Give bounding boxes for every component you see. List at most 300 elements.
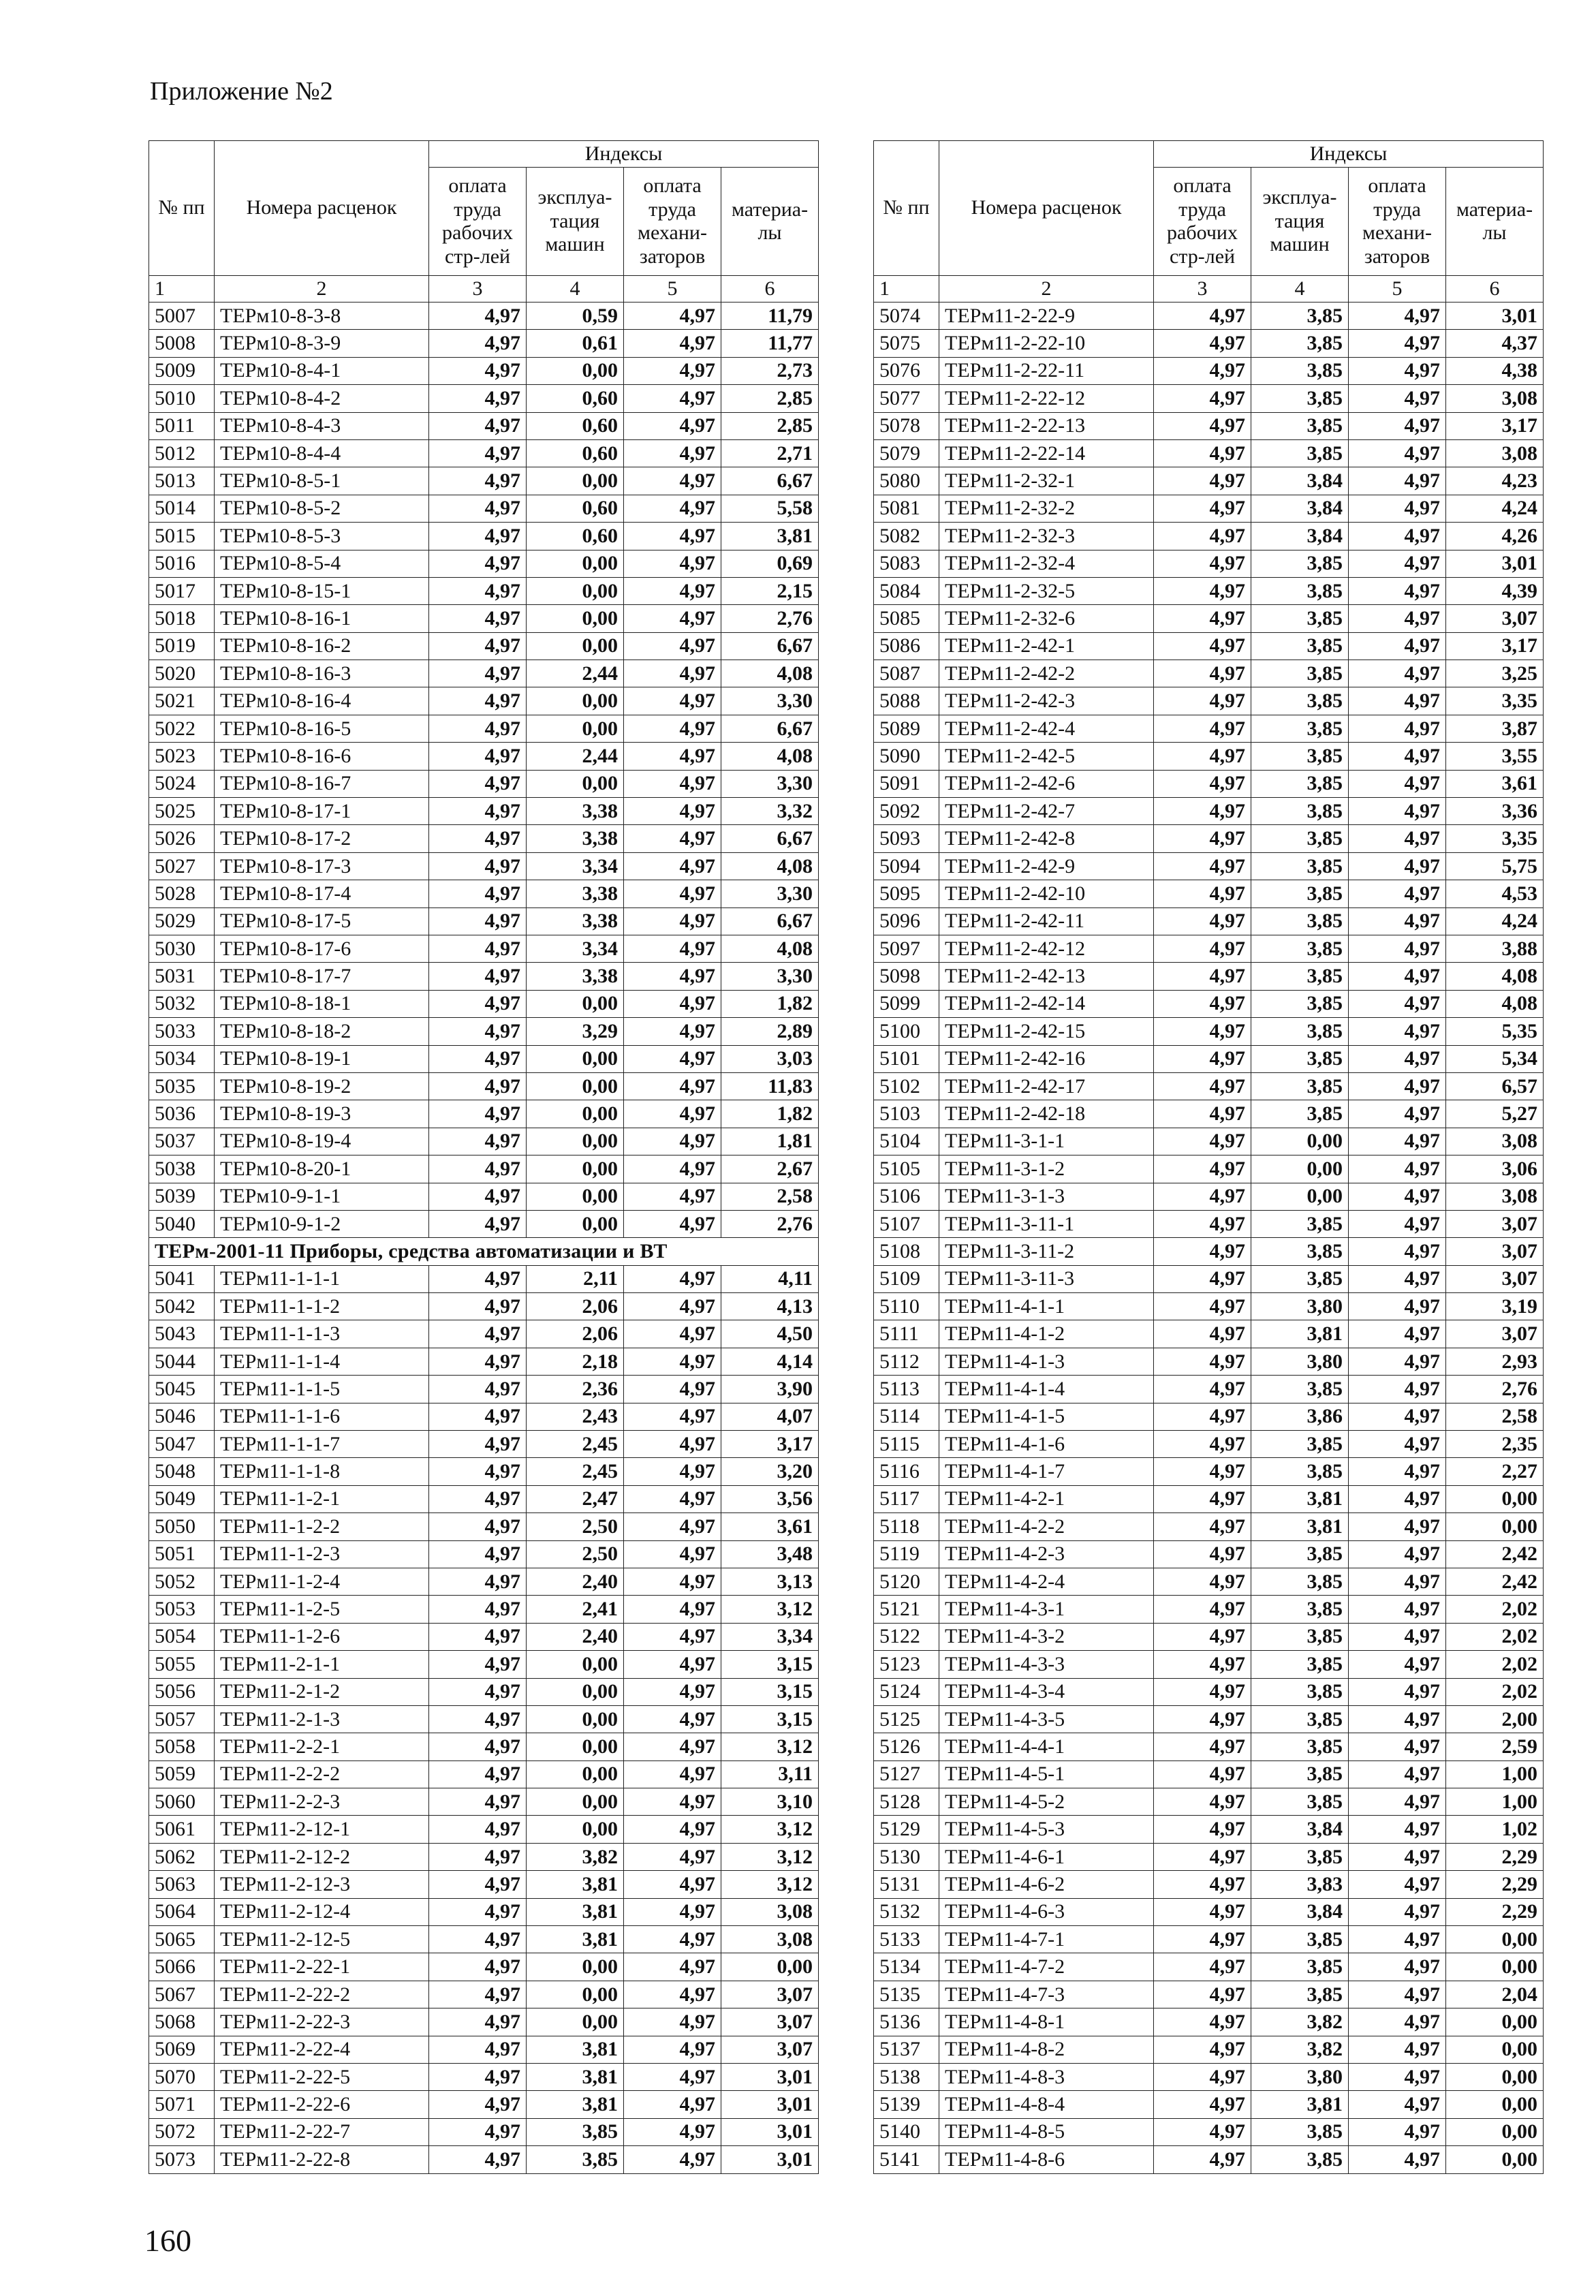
row-number: 5101: [874, 1045, 939, 1072]
operators-index: 4,97: [624, 385, 721, 412]
operators-index: 4,97: [624, 1788, 721, 1816]
rate-code: ТЕРм10-8-5-3: [215, 523, 429, 550]
materials-index: 3,01: [1446, 550, 1544, 577]
table-row: [149, 935, 819, 962]
row-number: 5074: [874, 302, 939, 330]
machines-index: 3,84: [1251, 495, 1349, 522]
operators-index: 4,97: [1349, 770, 1446, 797]
labor-index: 4,97: [429, 439, 527, 467]
table-row: [149, 1981, 819, 2008]
materials-index: 4,23: [1446, 467, 1544, 495]
rate-code: ТЕРм11-2-32-3: [939, 523, 1154, 550]
labor-index: 4,97: [429, 523, 527, 550]
machines-index: 3,85: [1251, 1238, 1349, 1265]
table-row: [874, 880, 1544, 907]
machines-index: 0,00: [527, 770, 624, 797]
materials-index: 3,30: [721, 963, 819, 990]
labor-index: 4,97: [429, 743, 527, 770]
row-number: 5124: [874, 1678, 939, 1705]
operators-index: 4,97: [624, 1705, 721, 1733]
row-number: 5033: [149, 1018, 215, 1045]
materials-index: 2,73: [721, 357, 819, 384]
machines-index: 3,86: [1251, 1403, 1349, 1430]
materials-index: 4,24: [1446, 907, 1544, 935]
labor-index: 4,97: [429, 1760, 527, 1788]
machines-index: 3,85: [1251, 935, 1349, 962]
table-row: [149, 687, 819, 715]
operators-index: 4,97: [624, 2146, 721, 2173]
operators-index: 4,97: [1349, 1596, 1446, 1623]
operators-index: 4,97: [624, 1458, 721, 1485]
materials-index: 3,01: [721, 2064, 819, 2091]
materials-index: 2,71: [721, 439, 819, 467]
col-number: 4: [527, 276, 624, 302]
materials-index: 1,02: [1446, 1816, 1544, 1843]
labor-index: 4,97: [429, 1155, 527, 1183]
labor-index: 4,97: [1154, 715, 1251, 742]
operators-index: 4,97: [624, 1265, 721, 1292]
machines-index: 3,85: [1251, 385, 1349, 412]
rate-code: ТЕРм11-3-11-3: [939, 1265, 1154, 1292]
materials-index: 3,01: [721, 2091, 819, 2118]
rate-code: ТЕРм11-1-2-5: [215, 1596, 429, 1623]
materials-index: 0,00: [1446, 2064, 1544, 2091]
labor-index: 4,97: [1154, 632, 1251, 660]
labor-index: 4,97: [429, 2064, 527, 2091]
labor-index: 4,97: [429, 1871, 527, 1898]
rate-code: ТЕРм11-4-3-4: [939, 1678, 1154, 1705]
rate-code: ТЕРм11-2-42-18: [939, 1100, 1154, 1128]
machines-index: 3,85: [1251, 1072, 1349, 1100]
row-number: 5109: [874, 1265, 939, 1292]
operators-index: 4,97: [1349, 1788, 1446, 1816]
labor-index: 4,97: [429, 1513, 527, 1540]
col-number: 2: [215, 276, 429, 302]
table-row: [874, 1128, 1544, 1155]
row-number: 5027: [149, 852, 215, 880]
machines-index: 3,85: [1251, 852, 1349, 880]
row-number: 5122: [874, 1623, 939, 1650]
row-number: 5059: [149, 1760, 215, 1788]
rate-code: ТЕРм11-1-1-3: [215, 1320, 429, 1348]
rate-code: ТЕРм11-2-12-4: [215, 1898, 429, 1925]
row-number: 5114: [874, 1403, 939, 1430]
labor-index: 4,97: [1154, 770, 1251, 797]
labor-index: 4,97: [429, 632, 527, 660]
machines-index: 0,59: [527, 302, 624, 330]
machines-index: 3,85: [1251, 715, 1349, 742]
operators-index: 4,97: [1349, 1485, 1446, 1512]
machines-index: 2,41: [527, 1596, 624, 1623]
labor-index: 4,97: [1154, 852, 1251, 880]
operators-index: 4,97: [1349, 523, 1446, 550]
materials-index: 2,02: [1446, 1623, 1544, 1650]
labor-index: 4,97: [1154, 523, 1251, 550]
table-row: [149, 330, 819, 357]
table-row: [149, 1128, 819, 1155]
row-number: 5031: [149, 963, 215, 990]
labor-index: 4,97: [429, 1128, 527, 1155]
materials-index: 3,03: [721, 1045, 819, 1072]
table-row: [874, 1293, 1544, 1320]
operators-index: 4,97: [1349, 1045, 1446, 1072]
labor-index: 4,97: [1154, 990, 1251, 1017]
labor-index: 4,97: [429, 1403, 527, 1430]
materials-index: 5,58: [721, 495, 819, 522]
machines-index: 0,00: [527, 577, 624, 604]
rate-code: ТЕРм10-8-5-1: [215, 467, 429, 495]
labor-index: 4,97: [1154, 2036, 1251, 2063]
labor-index: 4,97: [429, 1596, 527, 1623]
machines-index: 3,85: [1251, 2118, 1349, 2145]
labor-index: 4,97: [1154, 1788, 1251, 1816]
materials-index: 3,08: [1446, 1183, 1544, 1210]
table-row: [874, 2091, 1544, 2118]
rate-code: ТЕРм11-2-1-1: [215, 1651, 429, 1678]
materials-index: 4,08: [721, 852, 819, 880]
index-table-right: [873, 140, 1544, 2174]
machines-index: 0,00: [527, 1788, 624, 1816]
labor-index: 4,97: [1154, 1705, 1251, 1733]
machines-index: 3,85: [1251, 330, 1349, 357]
table-row: [149, 880, 819, 907]
row-number: 5018: [149, 605, 215, 632]
materials-index: 2,35: [1446, 1431, 1544, 1458]
rate-code: ТЕРм11-2-42-5: [939, 743, 1154, 770]
row-number: 5023: [149, 743, 215, 770]
machines-index: 3,85: [1251, 632, 1349, 660]
operators-index: 4,97: [624, 1981, 721, 2008]
rate-code: ТЕРм11-1-1-5: [215, 1376, 429, 1403]
table-row: [149, 605, 819, 632]
operators-index: 4,97: [1349, 1623, 1446, 1650]
table-row: [874, 495, 1544, 522]
materials-index: 2,04: [1446, 1981, 1544, 2008]
materials-index: 3,08: [1446, 1128, 1544, 1155]
row-number: 5104: [874, 1128, 939, 1155]
materials-index: 3,07: [721, 2008, 819, 2036]
labor-index: 4,97: [1154, 825, 1251, 852]
materials-index: 2,42: [1446, 1540, 1544, 1568]
rate-code: ТЕРм11-2-1-2: [215, 1678, 429, 1705]
operators-index: 4,97: [1349, 852, 1446, 880]
col-machines-header: эксплуа-тация машин: [1251, 168, 1349, 276]
materials-index: 3,01: [721, 2146, 819, 2173]
labor-index: 4,97: [1154, 495, 1251, 522]
table-row: [874, 1898, 1544, 1925]
rate-code: ТЕРм11-2-22-9: [939, 302, 1154, 330]
operators-index: 4,97: [624, 2064, 721, 2091]
materials-index: 3,36: [1446, 798, 1544, 825]
section-title: ТЕРм-2001-11 Приборы, средства автоматизации и ВТ: [149, 1238, 819, 1265]
row-number: 5140: [874, 2118, 939, 2145]
table-row: [874, 743, 1544, 770]
machines-index: 0,00: [527, 1155, 624, 1183]
labor-index: 4,97: [429, 880, 527, 907]
rate-code: ТЕРм11-4-6-3: [939, 1898, 1154, 1925]
labor-index: 4,97: [429, 2146, 527, 2173]
rate-code: ТЕРм10-8-16-6: [215, 743, 429, 770]
operators-index: 4,97: [624, 632, 721, 660]
labor-index: 4,97: [429, 1183, 527, 1210]
machines-index: 3,85: [1251, 1540, 1349, 1568]
rate-code: ТЕРм11-2-22-12: [939, 385, 1154, 412]
rate-code: ТЕРм11-2-42-6: [939, 770, 1154, 797]
materials-index: 3,90: [721, 1376, 819, 1403]
rate-code: ТЕРм10-8-19-3: [215, 1100, 429, 1128]
row-number: 5098: [874, 963, 939, 990]
machines-index: 3,85: [1251, 1045, 1349, 1072]
table-row: [874, 1871, 1544, 1898]
machines-index: 2,40: [527, 1623, 624, 1650]
machines-index: 0,00: [527, 632, 624, 660]
rate-code: ТЕРм11-2-32-6: [939, 605, 1154, 632]
materials-index: 3,17: [1446, 412, 1544, 439]
materials-index: 3,07: [1446, 1210, 1544, 1237]
labor-index: 4,97: [429, 1485, 527, 1512]
rate-code: ТЕРм11-2-22-14: [939, 439, 1154, 467]
rate-code: ТЕРм10-8-16-4: [215, 687, 429, 715]
rate-code: ТЕРм11-4-8-5: [939, 2118, 1154, 2145]
labor-index: 4,97: [429, 1898, 527, 1925]
operators-index: 4,97: [624, 1871, 721, 1898]
operators-index: 4,97: [624, 1540, 721, 1568]
table-row: [149, 1843, 819, 1870]
rate-code: ТЕРм11-4-2-2: [939, 1513, 1154, 1540]
machines-index: 3,83: [1251, 1871, 1349, 1898]
labor-index: 4,97: [429, 1431, 527, 1458]
operators-index: 4,97: [1349, 1018, 1446, 1045]
col-code-header: Номера расценок: [215, 141, 429, 276]
table-row: [874, 1926, 1544, 1953]
materials-index: 3,88: [1446, 935, 1544, 962]
rate-code: ТЕРм11-2-42-17: [939, 1072, 1154, 1100]
machines-index: 2,43: [527, 1403, 624, 1430]
operators-index: 4,97: [624, 2091, 721, 2118]
rate-code: ТЕРм11-3-1-3: [939, 1183, 1154, 1210]
row-number: 5037: [149, 1128, 215, 1155]
row-number: 5047: [149, 1431, 215, 1458]
machines-index: 3,85: [1251, 1733, 1349, 1760]
materials-index: 3,12: [721, 1596, 819, 1623]
row-number: 5138: [874, 2064, 939, 2091]
row-number: 5125: [874, 1705, 939, 1733]
operators-index: 4,97: [1349, 1155, 1446, 1183]
machines-index: 3,85: [1251, 1788, 1349, 1816]
operators-index: 4,97: [1349, 1376, 1446, 1403]
rate-code: ТЕРм11-1-1-2: [215, 1293, 429, 1320]
labor-index: 4,97: [429, 798, 527, 825]
table-body-left: [149, 302, 819, 2174]
materials-index: 3,15: [721, 1651, 819, 1678]
table-row: [874, 715, 1544, 742]
row-number: 5113: [874, 1376, 939, 1403]
table-row: [874, 632, 1544, 660]
operators-index: 4,97: [1349, 439, 1446, 467]
table-row: [874, 1155, 1544, 1183]
machines-index: 3,81: [1251, 1320, 1349, 1348]
table-row: [149, 1072, 819, 1100]
materials-index: 3,56: [721, 1485, 819, 1512]
table-row: [149, 1871, 819, 1898]
table-row: [149, 1760, 819, 1788]
machines-index: 0,00: [1251, 1183, 1349, 1210]
operators-index: 4,97: [624, 1678, 721, 1705]
table-row: [149, 1320, 819, 1348]
operators-index: 4,97: [624, 1293, 721, 1320]
machines-index: 3,81: [527, 2036, 624, 2063]
row-number: 5051: [149, 1540, 215, 1568]
row-number: 5042: [149, 1293, 215, 1320]
table-row: [874, 605, 1544, 632]
rate-code: ТЕРм10-8-16-7: [215, 770, 429, 797]
materials-index: 1,82: [721, 1100, 819, 1128]
table-row: [874, 1100, 1544, 1128]
materials-index: 3,35: [1446, 687, 1544, 715]
materials-index: 3,81: [721, 523, 819, 550]
table-row: [874, 1431, 1544, 1458]
table-row: [874, 770, 1544, 797]
operators-index: 4,97: [1349, 2008, 1446, 2036]
operators-index: 4,97: [1349, 495, 1446, 522]
row-number: 5030: [149, 935, 215, 962]
machines-index: 3,85: [527, 2146, 624, 2173]
row-number: 5052: [149, 1568, 215, 1595]
operators-index: 4,97: [1349, 1238, 1446, 1265]
row-number: 5069: [149, 2036, 215, 2063]
operators-index: 4,97: [1349, 467, 1446, 495]
table-row: [149, 1623, 819, 1650]
rate-code: ТЕРм10-8-17-1: [215, 798, 429, 825]
machines-index: 0,60: [527, 523, 624, 550]
rate-code: ТЕРм11-2-42-9: [939, 852, 1154, 880]
machines-index: 2,18: [527, 1348, 624, 1375]
table-row: [149, 1485, 819, 1512]
labor-index: 4,97: [1154, 1293, 1251, 1320]
operators-index: 4,97: [1349, 330, 1446, 357]
row-number: 5078: [874, 412, 939, 439]
operators-index: 4,97: [1349, 880, 1446, 907]
machines-index: 3,85: [1251, 1568, 1349, 1595]
operators-index: 4,97: [1349, 687, 1446, 715]
operators-index: 4,97: [1349, 1651, 1446, 1678]
labor-index: 4,97: [1154, 385, 1251, 412]
machines-index: 3,85: [1251, 577, 1349, 604]
materials-index: 3,20: [721, 1458, 819, 1485]
materials-index: 6,67: [721, 715, 819, 742]
materials-index: 0,69: [721, 550, 819, 577]
operators-index: 4,97: [1349, 1100, 1446, 1128]
operators-index: 4,97: [1349, 1705, 1446, 1733]
machines-index: 3,85: [1251, 1678, 1349, 1705]
operators-index: 4,97: [1349, 1348, 1446, 1375]
materials-index: 2,58: [1446, 1403, 1544, 1430]
indices-group-header: Индексы: [1154, 141, 1544, 168]
materials-index: 3,12: [721, 1816, 819, 1843]
machines-index: 0,00: [527, 1100, 624, 1128]
materials-index: 3,30: [721, 880, 819, 907]
operators-index: 4,97: [1349, 1733, 1446, 1760]
labor-index: 4,97: [1154, 357, 1251, 384]
rate-code: ТЕРм11-3-1-1: [939, 1128, 1154, 1155]
rate-code: ТЕРм11-2-32-2: [939, 495, 1154, 522]
machines-index: 3,85: [1251, 660, 1349, 687]
operators-index: 4,97: [624, 2008, 721, 2036]
row-number: 5091: [874, 770, 939, 797]
table-row: [874, 1733, 1544, 1760]
operators-index: 4,97: [624, 1568, 721, 1595]
labor-index: 4,97: [1154, 467, 1251, 495]
operators-index: 4,97: [1349, 1540, 1446, 1568]
table-row: [149, 1431, 819, 1458]
rate-code: ТЕРм11-2-42-2: [939, 660, 1154, 687]
row-number: 5081: [874, 495, 939, 522]
row-number: 5089: [874, 715, 939, 742]
row-number: 5041: [149, 1265, 215, 1292]
operators-index: 4,97: [1349, 1183, 1446, 1210]
table-row: [874, 687, 1544, 715]
machines-index: 3,82: [1251, 2036, 1349, 2063]
machines-index: 3,81: [1251, 1485, 1349, 1512]
machines-index: 3,85: [1251, 1596, 1349, 1623]
row-number: 5093: [874, 825, 939, 852]
operators-index: 4,97: [624, 1953, 721, 1981]
labor-index: 4,97: [429, 2091, 527, 2118]
row-number: 5053: [149, 1596, 215, 1623]
rate-code: ТЕРм11-2-12-3: [215, 1871, 429, 1898]
table-row: [874, 412, 1544, 439]
rate-code: ТЕРм11-4-6-1: [939, 1843, 1154, 1870]
table-row: [874, 1376, 1544, 1403]
labor-index: 4,97: [429, 1981, 527, 2008]
labor-index: 4,97: [1154, 1210, 1251, 1237]
table-row: [874, 577, 1544, 604]
machines-index: 3,82: [527, 1843, 624, 1870]
row-number: 5009: [149, 357, 215, 384]
operators-index: 4,97: [1349, 2064, 1446, 2091]
materials-index: 3,08: [721, 1898, 819, 1925]
machines-index: 3,85: [1251, 1623, 1349, 1650]
labor-index: 4,97: [429, 990, 527, 1017]
machines-index: 3,81: [527, 1871, 624, 1898]
materials-index: 5,75: [1446, 852, 1544, 880]
labor-index: 4,97: [429, 385, 527, 412]
row-number: 5017: [149, 577, 215, 604]
table-row: [149, 1265, 819, 1292]
table-row: [149, 825, 819, 852]
labor-index: 4,97: [1154, 1238, 1251, 1265]
rate-code: ТЕРм11-1-2-4: [215, 1568, 429, 1595]
materials-index: 5,27: [1446, 1100, 1544, 1128]
labor-index: 4,97: [429, 1320, 527, 1348]
rate-code: ТЕРм11-1-1-7: [215, 1431, 429, 1458]
table-row: [874, 330, 1544, 357]
col-code-header: Номера расценок: [939, 141, 1154, 276]
rate-code: ТЕРм11-4-3-2: [939, 1623, 1154, 1650]
rate-code: ТЕРм11-4-1-2: [939, 1320, 1154, 1348]
materials-index: 2,00: [1446, 1705, 1544, 1733]
labor-index: 4,97: [1154, 330, 1251, 357]
machines-index: 3,38: [527, 825, 624, 852]
materials-index: 0,00: [1446, 2008, 1544, 2036]
rate-code: ТЕРм11-3-11-1: [939, 1210, 1154, 1237]
row-number: 5106: [874, 1183, 939, 1210]
machines-index: 3,84: [1251, 523, 1349, 550]
operators-index: 4,97: [624, 1760, 721, 1788]
operators-index: 4,97: [624, 1045, 721, 1072]
rate-code: ТЕРм11-2-42-10: [939, 880, 1154, 907]
operators-index: 4,97: [624, 1155, 721, 1183]
